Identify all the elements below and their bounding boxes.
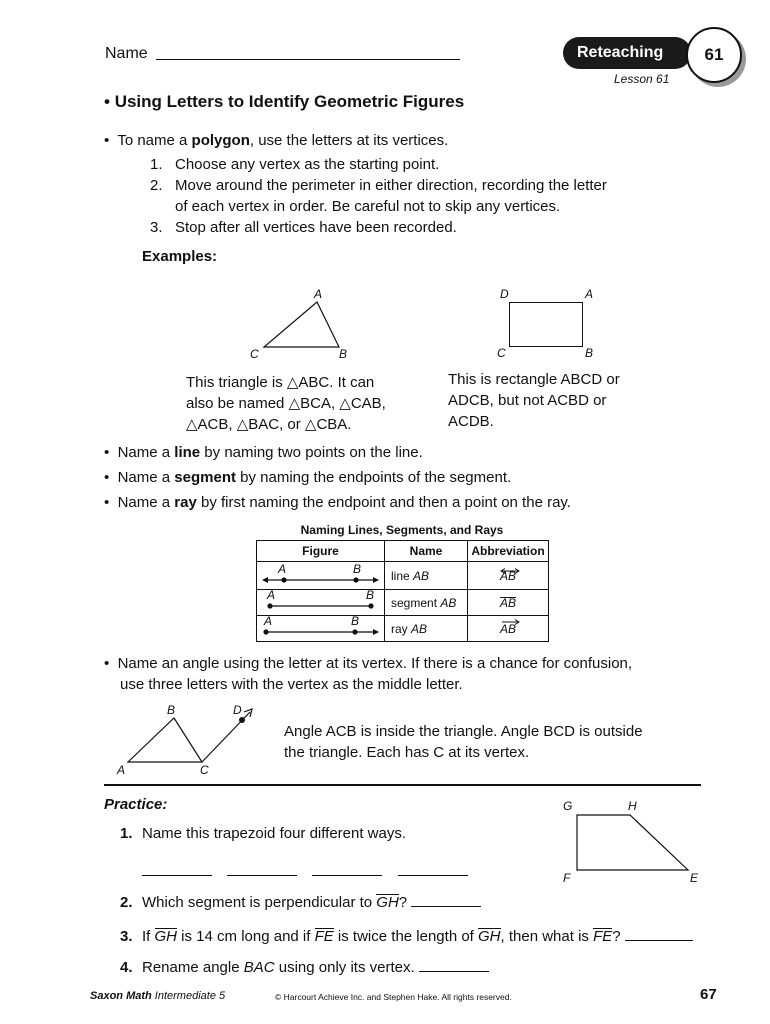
rect-desc-2: ADCB, but not ACBD or	[448, 392, 607, 409]
trap-label-g: G	[563, 799, 573, 813]
bullet-segment: • Name a segment by naming the endpoints of the segment.	[104, 469, 512, 486]
angle-intro: • Name an angle using the letter at its vertex. If there is a chance for confusion,	[104, 655, 633, 672]
angle-desc-2: the triangle. Each has C at its vertex.	[284, 744, 530, 761]
name-cell: ray AB	[385, 616, 468, 642]
abbr-cell: AB	[468, 590, 549, 616]
q2-number: 2.	[120, 894, 133, 911]
step-3: Stop after all vertices have been recorded.	[175, 219, 457, 236]
rect-desc-3: ACDB.	[448, 413, 494, 430]
angle-label-a: A	[117, 763, 126, 777]
step-num-3: 3.	[150, 219, 163, 236]
bullet-line: • Name a line by naming two points on the line.	[104, 444, 423, 461]
step-2b: of each vertex in order. Be careful not to skip any vertices.	[175, 198, 561, 215]
trap-label-h: H	[628, 799, 637, 813]
abbr-cell: AB	[468, 616, 549, 642]
q3-text: If GH is 14 cm long and if FE is twice the length of GH, then what is FE?	[142, 927, 693, 947]
badge-number: 61	[704, 45, 724, 64]
seg-pt-a: A	[267, 588, 276, 602]
th-name: Name	[385, 541, 468, 562]
angle-label-b: B	[167, 703, 176, 717]
q1-answer-1[interactable]	[142, 875, 212, 876]
tri-desc-1: This triangle is △ABC. It can	[186, 374, 375, 391]
step-num-1: 1.	[150, 156, 163, 173]
name-label: Name	[105, 45, 148, 62]
q3-number: 3.	[120, 928, 133, 945]
q1-number: 1.	[120, 825, 133, 842]
title-text: Using Letters to Identify Geometric Figures	[114, 92, 465, 111]
ray-pt-a: A	[264, 614, 273, 628]
footer-copyright: © Harcourt Achieve Inc. and Stephen Hake. All rights reserved.	[275, 992, 512, 1002]
rect-desc-1: This is rectangle ABCD or	[448, 371, 620, 388]
angle-label-c: C	[200, 763, 209, 777]
step-2a: Move around the perimeter in either direction, recording the letter	[175, 177, 607, 194]
tri-desc-3: △ACB, △BAC, or △CBA.	[186, 416, 352, 433]
trap-label-e: E	[690, 871, 699, 885]
examples-label: Examples:	[142, 248, 218, 265]
q2-answer[interactable]	[411, 906, 481, 907]
footer-book: Saxon Math Intermediate 5	[90, 990, 226, 1002]
polygon-intro: • To name a polygon, use the letters at its vertices.	[104, 132, 449, 149]
line-pt-b: B	[353, 562, 362, 576]
tri-label-c: C	[250, 347, 259, 361]
abbr-cell: AB	[468, 562, 549, 590]
page-number: 67	[700, 986, 717, 1003]
trap-label-f: F	[563, 871, 571, 885]
th-abbreviation: Abbreviation	[468, 541, 549, 562]
name-cell: line AB	[385, 562, 468, 590]
ray-pt-b: B	[351, 614, 360, 628]
q1-answer-3[interactable]	[312, 875, 382, 876]
lesson-label: Lesson 61	[614, 72, 670, 86]
rect-label-d: D	[500, 287, 509, 301]
q1-answer-2[interactable]	[227, 875, 297, 876]
bullet-ray: • Name a ray by first naming the endpoint and then a point on the ray.	[104, 494, 571, 511]
badge-label: Reteaching	[577, 44, 664, 61]
step-1: Choose any vertex as the starting point.	[175, 156, 440, 173]
practice-heading: Practice:	[104, 796, 168, 813]
page-title: • Using Letters to Identify Geometric Figures	[104, 92, 465, 111]
name-cell: segment AB	[385, 590, 468, 616]
tri-label-b: B	[339, 347, 348, 361]
rect-label-a: A	[585, 287, 594, 301]
tri-desc-2: also be named △BCA, △CAB,	[186, 395, 386, 412]
tri-label-a: A	[314, 287, 323, 301]
q4-text: Rename angle BAC using only its vertex.	[142, 958, 489, 978]
q1-text: Name this trapezoid four different ways.	[142, 825, 407, 842]
q4-number: 4.	[120, 959, 133, 976]
angle-desc-1: Angle ACB is inside the triangle. Angle BCD is outside	[284, 723, 643, 740]
q4-answer[interactable]	[419, 971, 489, 972]
q1-answer-4[interactable]	[398, 875, 468, 876]
table-title: Naming Lines, Segments, and Rays	[300, 523, 504, 537]
q3-answer[interactable]	[625, 940, 693, 941]
rect-label-b: B	[585, 346, 594, 360]
th-figure: Figure	[257, 541, 385, 562]
step-num-2: 2.	[150, 177, 163, 194]
rect-label-c: C	[497, 346, 506, 360]
seg-pt-b: B	[366, 588, 375, 602]
q2-text: Which segment is perpendicular to GH?	[142, 893, 481, 913]
angle-intro-2: use three letters with the vertex as the middle letter.	[120, 676, 463, 693]
angle-label-d: D	[233, 703, 242, 717]
line-pt-a: A	[278, 562, 287, 576]
